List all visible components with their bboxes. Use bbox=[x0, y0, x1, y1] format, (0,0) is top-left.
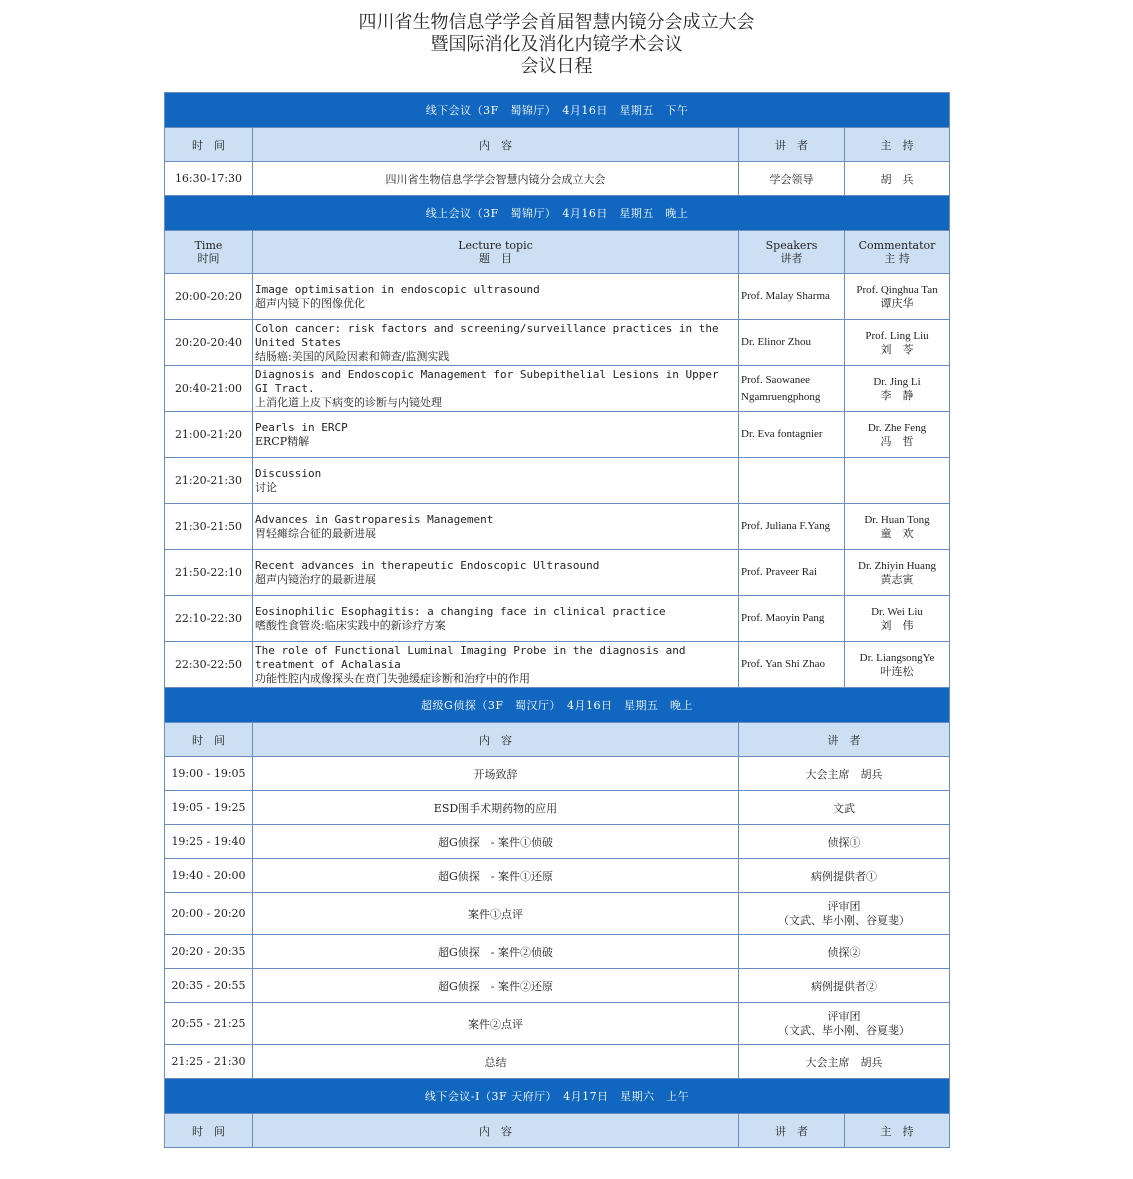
table-row: 20:40-21:00 Diagnosis and Endoscopic Management for Subepithelial Lesions in Upper GI Tract. 上消化道上皮下病变的诊断与内镜处理 Prof. Saowanee Ngamruengphong Dr. Jing Li 李 静 bbox=[165, 366, 950, 412]
table-row: 20:00-20:20 Image optimisation in endoscopic ultrasound 超声内镜下的图像优化 Prof. Malay Sharma Prof. Qinghua Tan 谭庆华 bbox=[165, 274, 950, 320]
table-row: 20:35 - 20:55 超G侦探 - 案件②还原 病例提供者② bbox=[165, 969, 950, 1003]
section-header-offline-1: 线下会议（3F 蜀锦厅） 4月16日 星期五 下午 bbox=[165, 93, 950, 128]
column-header-row: 时 间 内 容 讲 者 主 持 bbox=[165, 1114, 950, 1148]
table-row: 20:20 - 20:35 超G侦探 - 案件②侦破 侦探② bbox=[165, 935, 950, 969]
table-row: 21:25 - 21:30 总结 大会主席 胡兵 bbox=[165, 1045, 950, 1079]
table-row: 20:00 - 20:20 案件①点评 评审团 （文武、毕小刚、谷夏斐） bbox=[165, 893, 950, 935]
column-header-row: 时 间 内 容 讲 者 bbox=[165, 723, 950, 757]
table-row: 21:00-21:20 Pearls in ERCP ERCP精解 Dr. Eva fontagnier Dr. Zhe Feng 冯 哲 bbox=[165, 412, 950, 458]
schedule-table bbox=[164, 92, 950, 1148]
main-title: 四川省生物信息学学会首届智慧内镜分会成立大会 bbox=[358, 12, 755, 33]
table-row: 16:30-17:30 四川省生物信息学学会智慧内镜分会成立大会 学会领导 胡 兵 bbox=[165, 162, 950, 196]
table-row: 20:55 - 21:25 案件②点评 评审团 （文武、毕小刚、谷夏斐） bbox=[165, 1003, 950, 1045]
table-row: 21:30-21:50 Advances in Gastroparesis Management 胃轻瘫综合征的最新进展 Prof. Juliana F.Yang Dr. Huan Tong 童 欢 bbox=[165, 504, 950, 550]
table-row: 21:50-22:10 Recent advances in therapeutic Endoscopic Ultrasound 超声内镜治疗的最新进展 Prof. Praveer Rai Dr. Zhiyin Huang 黄志寅 bbox=[165, 550, 950, 596]
table-row: 19:00 - 19:05 开场致辞 大会主席 胡兵 bbox=[165, 757, 950, 791]
column-header-row: 时 间 内 容 讲 者 主 持 bbox=[165, 128, 950, 162]
document-titles bbox=[0, 12, 1113, 78]
schedule-title: 会议日程 bbox=[520, 56, 593, 77]
sub-title: 暨国际消化及消化内镜学术会议 bbox=[430, 34, 683, 55]
table-row: 19:25 - 19:40 超G侦探 - 案件①侦破 侦探① bbox=[165, 825, 950, 859]
table-row: 21:20-21:30 Discussion 讨论 bbox=[165, 458, 950, 504]
section-header-super-g: 超级G侦探（3F 蜀汉厅） 4月16日 星期五 晚上 bbox=[165, 688, 950, 723]
section-header-offline-2: 线下会议-I（3F 天府厅） 4月17日 星期六 上午 bbox=[165, 1079, 950, 1114]
table-row: 19:40 - 20:00 超G侦探 - 案件①还原 病例提供者① bbox=[165, 859, 950, 893]
table-row: 22:30-22:50 The role of Functional Luminal Imaging Probe in the diagnosis and treatment of Achalasia 功能性腔内成像探头在贲门失弛缓症诊断和治疗中的作用 Prof. Yan Shi Zhao Dr. LiangsongYe 叶连松 bbox=[165, 642, 950, 688]
table-row: 20:20-20:40 Colon cancer: risk factors and screening/surveillance practices in the United States 结肠癌:美国的风险因素和筛查/监测实践 Dr. Elinor Zhou Prof. Ling Liu 刘 苓 bbox=[165, 320, 950, 366]
section-header-online: 线上会议（3F 蜀锦厅） 4月16日 星期五 晚上 bbox=[165, 196, 950, 231]
table-row: 19:05 - 19:25 ESD围手术期药物的应用 文武 bbox=[165, 791, 950, 825]
table-row: 22:10-22:30 Eosinophilic Esophagitis: a changing face in clinical practice 嗜酸性食管炎:临床实践中的新诊疗方案 Prof. Maoyin Pang Dr. Wei Liu 刘 伟 bbox=[165, 596, 950, 642]
column-header-row-bilingual: Time 时间 Lecture topic 题 目 Speakers 讲者 Commentator 主 持 bbox=[165, 231, 950, 274]
